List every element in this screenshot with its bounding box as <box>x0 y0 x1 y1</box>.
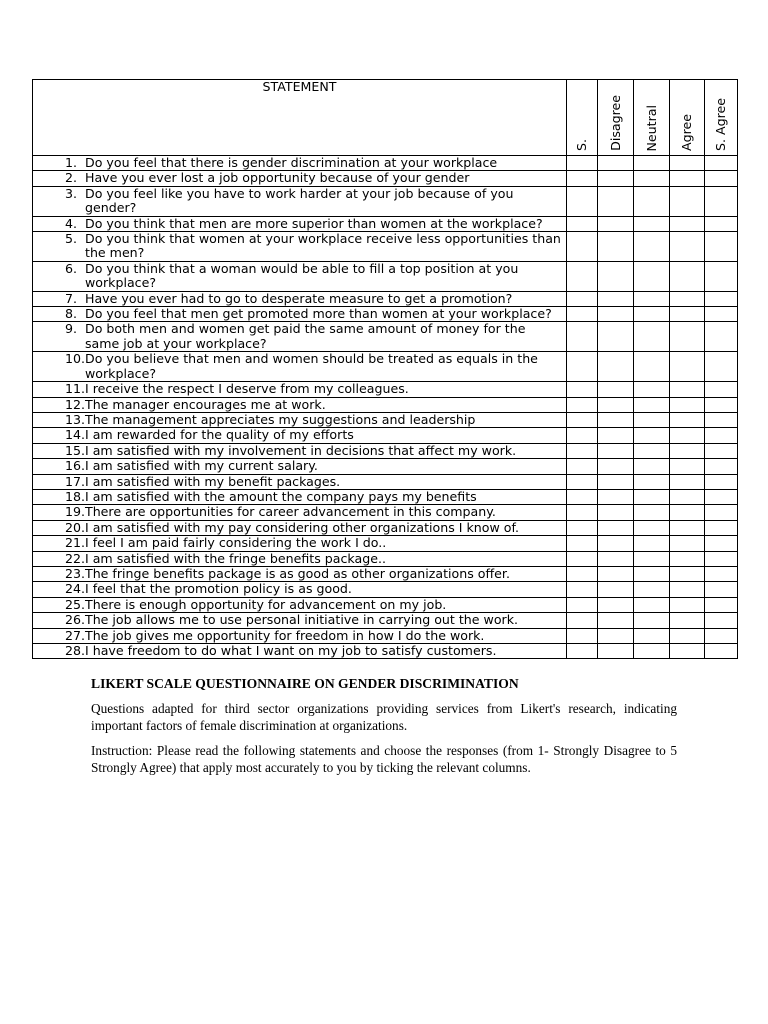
response-cell-agree[interactable] <box>670 459 705 474</box>
response-cell-disagree[interactable] <box>598 412 634 427</box>
response-cell-disagree[interactable] <box>598 397 634 412</box>
question-text: Do you think that women at your workplace receive less opportunities than the men? <box>85 231 561 261</box>
response-cell-neutral[interactable] <box>634 520 670 535</box>
statement-cell <box>33 597 567 612</box>
response-cell-strongly-disagree[interactable] <box>567 566 598 581</box>
response-cell-strongly-disagree[interactable] <box>567 474 598 489</box>
question-number: 15. <box>64 442 85 458</box>
statement-cell <box>33 216 567 231</box>
response-cell-strongly-agree[interactable] <box>705 582 738 597</box>
response-cell-strongly-agree[interactable] <box>705 597 738 612</box>
response-cell-neutral[interactable] <box>634 474 670 489</box>
response-cell-disagree[interactable] <box>598 307 634 322</box>
response-cell-strongly-agree[interactable] <box>705 322 738 352</box>
statement-cell <box>33 232 567 262</box>
question-number: 18. <box>64 488 85 504</box>
response-cell-strongly-disagree[interactable] <box>567 412 598 427</box>
question-number: 13. <box>64 411 85 427</box>
response-cell-strongly-disagree[interactable] <box>567 216 598 231</box>
response-cell-strongly-disagree[interactable] <box>567 644 598 659</box>
table-row <box>33 397 738 412</box>
response-cell-neutral[interactable] <box>634 613 670 628</box>
question-text: I feel that the promotion policy is as good. <box>85 581 352 597</box>
table-row <box>33 613 738 628</box>
response-cell-strongly-agree[interactable] <box>705 412 738 427</box>
response-cell-strongly-disagree[interactable] <box>567 520 598 535</box>
table-row <box>33 566 738 581</box>
table-row <box>33 459 738 474</box>
response-cell-strongly-disagree[interactable] <box>567 443 598 458</box>
statement-cell <box>33 307 567 322</box>
response-cell-neutral[interactable] <box>634 216 670 231</box>
response-cell-strongly-agree[interactable] <box>705 352 738 382</box>
response-cell-disagree[interactable] <box>598 428 634 443</box>
response-cell-strongly-agree[interactable] <box>705 291 738 306</box>
response-cell-disagree[interactable] <box>598 489 634 504</box>
response-cell-disagree[interactable] <box>598 171 634 186</box>
column-header-agree: Agree <box>670 80 705 156</box>
response-cell-strongly-disagree[interactable] <box>567 291 598 306</box>
question-text: I feel I am paid fairly considering the work I do.. <box>85 535 387 551</box>
table-row <box>33 505 738 520</box>
questionnaire-title: LIKERT SCALE QUESTIONNAIRE ON GENDER DISCRIMINATION <box>91 676 519 691</box>
table-row <box>33 352 738 382</box>
question-number: 14. <box>64 427 85 443</box>
response-cell-disagree[interactable] <box>598 474 634 489</box>
question-number: 28. <box>64 643 85 658</box>
response-cell-disagree[interactable] <box>598 216 634 231</box>
response-cell-agree[interactable] <box>670 443 705 458</box>
question-number: 21. <box>64 535 85 551</box>
question-number: 3. <box>64 185 77 201</box>
response-cell-strongly-agree[interactable] <box>705 474 738 489</box>
response-cell-neutral[interactable] <box>634 156 670 171</box>
response-cell-strongly-agree[interactable] <box>705 307 738 322</box>
response-cell-neutral[interactable] <box>634 291 670 306</box>
question-text: The job gives me opportunity for freedom in how I do the work. <box>85 627 485 643</box>
question-number: 4. <box>64 215 77 231</box>
response-cell-agree[interactable] <box>670 428 705 443</box>
response-cell-neutral[interactable] <box>634 307 670 322</box>
column-header-strongly-disagree: S. <box>567 80 598 156</box>
question-text: There are opportunities for career advancement in this company. <box>85 504 496 520</box>
table-row <box>33 520 738 535</box>
response-cell-strongly-disagree[interactable] <box>567 156 598 171</box>
response-cell-neutral[interactable] <box>634 644 670 659</box>
question-text: The manager encourages me at work. <box>85 396 326 412</box>
question-number: 27. <box>64 627 85 643</box>
response-cell-agree[interactable] <box>670 566 705 581</box>
question-number: 25. <box>64 596 85 612</box>
response-cell-strongly-agree[interactable] <box>705 156 738 171</box>
statement-cell <box>33 382 567 397</box>
response-cell-strongly-disagree[interactable] <box>567 628 598 643</box>
statement-cell <box>33 291 567 306</box>
response-cell-strongly-agree[interactable] <box>705 261 738 291</box>
response-cell-disagree[interactable] <box>598 536 634 551</box>
question-text: There is enough opportunity for advancement on my job. <box>85 596 447 612</box>
response-cell-agree[interactable] <box>670 261 705 291</box>
question-number: 1. <box>64 155 77 170</box>
response-cell-disagree[interactable] <box>598 505 634 520</box>
questionnaire-table <box>32 79 738 659</box>
response-cell-strongly-agree[interactable] <box>705 171 738 186</box>
table-row <box>33 644 738 659</box>
question-number: 12. <box>64 396 85 412</box>
question-text: I am satisfied with the fringe benefits package.. <box>85 550 386 566</box>
response-cell-neutral[interactable] <box>634 186 670 216</box>
question-number: 7. <box>64 290 77 306</box>
response-cell-agree[interactable] <box>670 382 705 397</box>
response-cell-strongly-agree[interactable] <box>705 520 738 535</box>
response-cell-strongly-disagree[interactable] <box>567 582 598 597</box>
column-header-neutral: Neutral <box>634 80 670 156</box>
statement-cell <box>33 582 567 597</box>
table-row <box>33 443 738 458</box>
response-cell-strongly-agree[interactable] <box>705 613 738 628</box>
response-cell-strongly-agree[interactable] <box>705 232 738 262</box>
question-rows <box>33 156 738 659</box>
response-cell-agree[interactable] <box>670 412 705 427</box>
question-number: 5. <box>64 231 77 247</box>
response-cell-neutral[interactable] <box>634 443 670 458</box>
statement-cell <box>33 261 567 291</box>
response-cell-agree[interactable] <box>670 582 705 597</box>
statement-cell <box>33 505 567 520</box>
question-text: Do you feel that there is gender discrimination at your workplace <box>85 155 498 170</box>
response-cell-agree[interactable] <box>670 156 705 171</box>
statement-cell <box>33 397 567 412</box>
table-row <box>33 382 738 397</box>
response-cell-disagree[interactable] <box>598 186 634 216</box>
question-text: I am satisfied with my benefit packages. <box>85 473 341 489</box>
question-text: The job allows me to use personal initiative in carrying out the work. <box>85 612 519 628</box>
response-cell-disagree[interactable] <box>598 582 634 597</box>
response-cell-strongly-disagree[interactable] <box>567 261 598 291</box>
response-cell-strongly-disagree[interactable] <box>567 489 598 504</box>
response-cell-neutral[interactable] <box>634 628 670 643</box>
response-cell-strongly-agree[interactable] <box>705 551 738 566</box>
table-row <box>33 322 738 352</box>
response-cell-strongly-agree[interactable] <box>705 628 738 643</box>
response-cell-agree[interactable] <box>670 644 705 659</box>
response-cell-neutral[interactable] <box>634 566 670 581</box>
response-cell-disagree[interactable] <box>598 613 634 628</box>
question-number: 26. <box>64 612 85 628</box>
response-cell-agree[interactable] <box>670 322 705 352</box>
question-number: 2. <box>64 170 77 186</box>
table-row <box>33 307 738 322</box>
response-cell-strongly-disagree[interactable] <box>567 352 598 382</box>
response-cell-neutral[interactable] <box>634 459 670 474</box>
question-text: Do you think that a woman would be able to fill a top position at you workplace? <box>85 260 519 291</box>
table-row <box>33 628 738 643</box>
response-cell-strongly-agree[interactable] <box>705 489 738 504</box>
statement-cell <box>33 613 567 628</box>
response-cell-disagree[interactable] <box>598 520 634 535</box>
statement-cell <box>33 459 567 474</box>
response-cell-agree[interactable] <box>670 613 705 628</box>
response-cell-strongly-disagree[interactable] <box>567 232 598 262</box>
column-header-strongly-agree: S. Agree <box>705 80 738 156</box>
response-cell-strongly-disagree[interactable] <box>567 459 598 474</box>
response-cell-agree[interactable] <box>670 536 705 551</box>
statement-cell <box>33 536 567 551</box>
response-cell-disagree[interactable] <box>598 352 634 382</box>
table-row <box>33 186 738 216</box>
response-cell-agree[interactable] <box>670 186 705 216</box>
question-text: Have you ever lost a job opportunity because of your gender <box>85 170 470 186</box>
question-text: I am satisfied with my involvement in decisions that affect my work. <box>85 442 517 458</box>
response-cell-agree[interactable] <box>670 520 705 535</box>
statement-cell <box>33 628 567 643</box>
response-cell-neutral[interactable] <box>634 489 670 504</box>
question-number: 17. <box>64 473 85 489</box>
response-cell-strongly-agree[interactable] <box>705 644 738 659</box>
question-number: 24. <box>64 581 85 597</box>
statement-cell <box>33 474 567 489</box>
question-text: Do both men and women get paid the same amount of money for the same job at your workplace? <box>85 321 526 351</box>
table-row <box>33 291 738 306</box>
response-cell-strongly-agree[interactable] <box>705 536 738 551</box>
question-number: 19. <box>64 504 85 520</box>
question-text: Have you ever had to go to desperate measure to get a promotion? <box>85 290 513 306</box>
response-cell-disagree[interactable] <box>598 156 634 171</box>
response-cell-strongly-disagree[interactable] <box>567 597 598 612</box>
statement-cell <box>33 566 567 581</box>
table-row <box>33 156 738 171</box>
question-text: I am satisfied with the amount the company pays my benefits <box>85 488 477 504</box>
response-cell-disagree[interactable] <box>598 443 634 458</box>
response-cell-strongly-agree[interactable] <box>705 397 738 412</box>
response-cell-strongly-disagree[interactable] <box>567 613 598 628</box>
response-cell-agree[interactable] <box>670 307 705 322</box>
response-cell-agree[interactable] <box>670 505 705 520</box>
table-row <box>33 551 738 566</box>
response-cell-neutral[interactable] <box>634 412 670 427</box>
question-text: I receive the respect I deserve from my colleagues. <box>85 381 409 397</box>
response-cell-disagree[interactable] <box>598 566 634 581</box>
response-cell-strongly-disagree[interactable] <box>567 186 598 216</box>
response-cell-agree[interactable] <box>670 352 705 382</box>
response-cell-strongly-agree[interactable] <box>705 505 738 520</box>
response-cell-agree[interactable] <box>670 171 705 186</box>
response-cell-disagree[interactable] <box>598 644 634 659</box>
statement-cell <box>33 352 567 382</box>
table-row <box>33 171 738 186</box>
table-row <box>33 216 738 231</box>
response-cell-neutral[interactable] <box>634 582 670 597</box>
response-cell-strongly-disagree[interactable] <box>567 171 598 186</box>
question-text: Do you feel like you have to work harder at your job because of you gender? <box>85 185 514 216</box>
response-cell-disagree[interactable] <box>598 551 634 566</box>
statement-cell <box>33 428 567 443</box>
question-number: 22. <box>64 550 85 566</box>
response-cell-neutral[interactable] <box>634 232 670 262</box>
question-text: Do you believe that men and women should be treated as equals in the workplace? <box>85 351 538 381</box>
question-text: The management appreciates my suggestions and leadership <box>85 411 476 427</box>
response-cell-agree[interactable] <box>670 397 705 412</box>
response-cell-strongly-agree[interactable] <box>705 216 738 231</box>
response-cell-neutral[interactable] <box>634 171 670 186</box>
question-text: The fringe benefits package is as good as other organizations offer. <box>85 565 510 581</box>
question-text: I am satisfied with my current salary. <box>85 458 318 474</box>
response-cell-neutral[interactable] <box>634 505 670 520</box>
table-row <box>33 489 738 504</box>
response-cell-strongly-disagree[interactable] <box>567 551 598 566</box>
response-cell-agree[interactable] <box>670 474 705 489</box>
response-cell-agree[interactable] <box>670 232 705 262</box>
response-cell-neutral[interactable] <box>634 536 670 551</box>
statement-cell <box>33 186 567 216</box>
statement-cell <box>33 171 567 186</box>
question-number: 16. <box>64 458 85 474</box>
response-cell-neutral[interactable] <box>634 322 670 352</box>
response-cell-agree[interactable] <box>670 291 705 306</box>
response-cell-strongly-disagree[interactable] <box>567 428 598 443</box>
instruction-paragraph: Instruction: Please read the following statements and choose the responses (from 1- Strongly Disagree to 5 Strongly Agree) that apply most accurately to you by ticking the relevant columns. <box>91 743 677 775</box>
response-cell-agree[interactable] <box>670 489 705 504</box>
column-header-disagree: Disagree <box>598 80 634 156</box>
question-text: I am rewarded for the quality of my efforts <box>85 427 354 443</box>
response-cell-agree[interactable] <box>670 216 705 231</box>
table-row <box>33 597 738 612</box>
response-cell-neutral[interactable] <box>634 597 670 612</box>
statement-cell <box>33 644 567 659</box>
response-cell-strongly-disagree[interactable] <box>567 397 598 412</box>
response-cell-strongly-agree[interactable] <box>705 459 738 474</box>
question-number: 23. <box>64 565 85 581</box>
question-text: Do you think that men are more superior than women at the workplace? <box>85 215 543 231</box>
response-cell-neutral[interactable] <box>634 382 670 397</box>
response-cell-disagree[interactable] <box>598 382 634 397</box>
response-cell-neutral[interactable] <box>634 261 670 291</box>
response-cell-strongly-agree[interactable] <box>705 566 738 581</box>
response-cell-agree[interactable] <box>670 628 705 643</box>
question-number: 11. <box>64 381 85 397</box>
response-cell-strongly-disagree[interactable] <box>567 536 598 551</box>
table-row <box>33 428 738 443</box>
response-cell-neutral[interactable] <box>634 352 670 382</box>
response-cell-disagree[interactable] <box>598 291 634 306</box>
question-text: I am satisfied with my pay considering other organizations I know of. <box>85 519 519 535</box>
response-cell-disagree[interactable] <box>598 232 634 262</box>
statement-cell <box>33 551 567 566</box>
statement-cell <box>33 443 567 458</box>
table-header-row <box>33 80 738 156</box>
question-number: 8. <box>64 306 77 322</box>
response-cell-disagree[interactable] <box>598 597 634 612</box>
response-cell-strongly-disagree[interactable] <box>567 322 598 352</box>
response-cell-agree[interactable] <box>670 597 705 612</box>
intro-paragraph: Questions adapted for third sector organizations providing services from Likert's research, indicating important factors of female discrimination at organizations. <box>91 701 677 733</box>
question-text: I have freedom to do what I want on my job to satisfy customers. <box>85 643 497 658</box>
table-row <box>33 536 738 551</box>
response-cell-disagree[interactable] <box>598 628 634 643</box>
question-number: 20. <box>64 519 85 535</box>
statement-header: STATEMENT <box>33 80 567 156</box>
response-cell-neutral[interactable] <box>634 397 670 412</box>
statement-cell <box>33 156 567 171</box>
question-number: 6. <box>64 260 77 276</box>
response-cell-strongly-disagree[interactable] <box>567 505 598 520</box>
response-cell-disagree[interactable] <box>598 261 634 291</box>
response-cell-disagree[interactable] <box>598 322 634 352</box>
table-row <box>33 261 738 291</box>
question-number: 9. <box>64 321 77 337</box>
response-cell-strongly-agree[interactable] <box>705 186 738 216</box>
table-row <box>33 474 738 489</box>
statement-cell <box>33 489 567 504</box>
response-cell-strongly-agree[interactable] <box>705 443 738 458</box>
table-row <box>33 582 738 597</box>
response-cell-strongly-disagree[interactable] <box>567 382 598 397</box>
table-row <box>33 412 738 427</box>
statement-cell <box>33 322 567 352</box>
statement-cell <box>33 520 567 535</box>
table-row <box>33 232 738 262</box>
response-cell-strongly-disagree[interactable] <box>567 307 598 322</box>
response-cell-neutral[interactable] <box>634 551 670 566</box>
question-text: Do you feel that men get promoted more than women at your workplace? <box>85 306 552 322</box>
response-cell-strongly-agree[interactable] <box>705 382 738 397</box>
response-cell-agree[interactable] <box>670 551 705 566</box>
response-cell-strongly-agree[interactable] <box>705 428 738 443</box>
question-number: 10. <box>64 351 85 367</box>
statement-cell <box>33 412 567 427</box>
response-cell-neutral[interactable] <box>634 428 670 443</box>
response-cell-disagree[interactable] <box>598 459 634 474</box>
